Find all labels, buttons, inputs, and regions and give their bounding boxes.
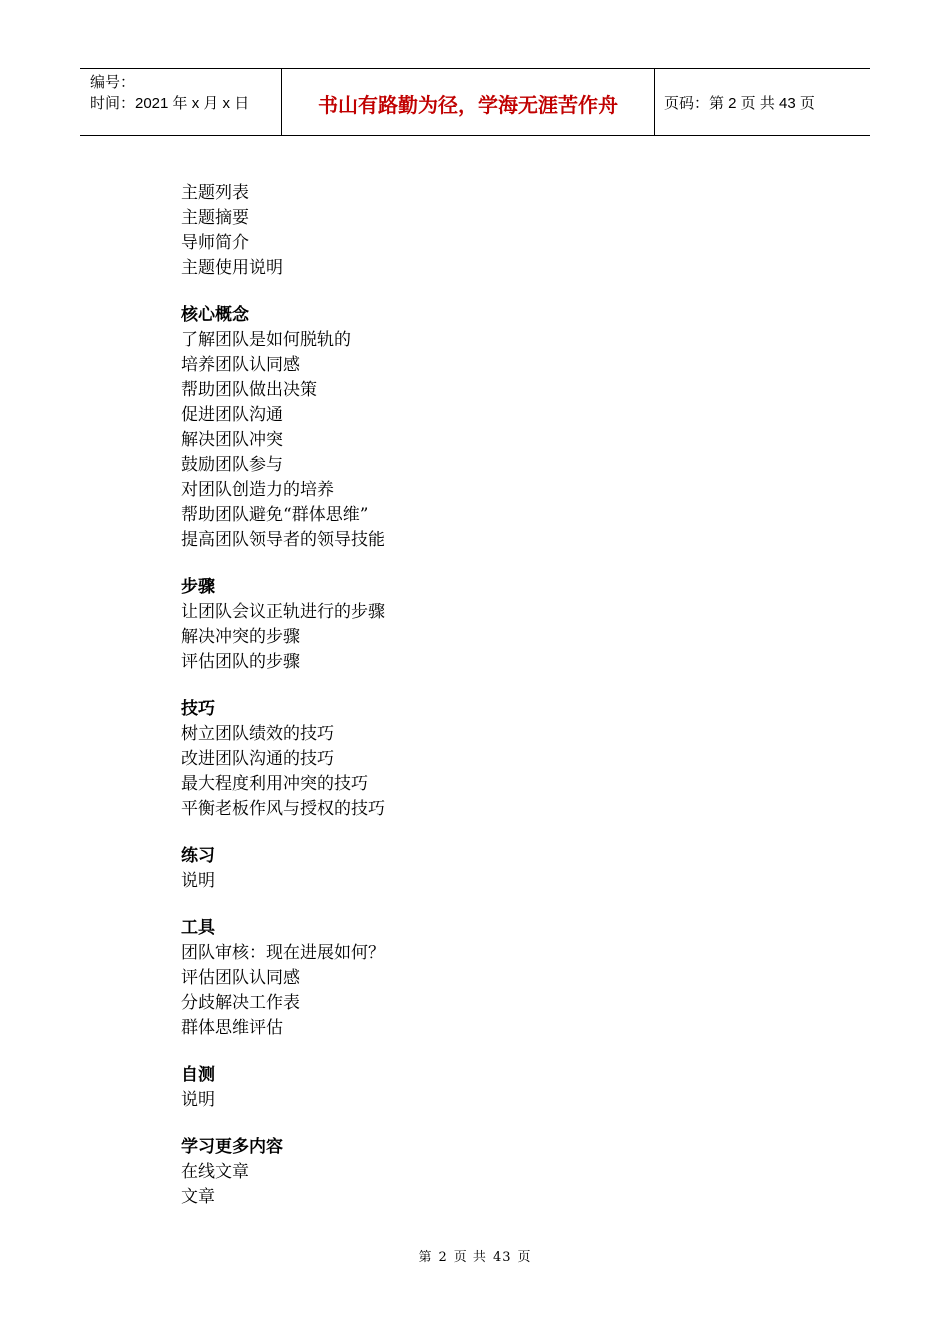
- list-item: 改进团队沟通的技巧: [181, 749, 334, 769]
- footer-page-number: 2: [438, 1250, 448, 1265]
- section-core-concepts: [181, 303, 831, 553]
- list-item: 了解团队是如何脱轨的: [181, 330, 351, 350]
- section-steps: [181, 575, 831, 675]
- list-item: 说明: [181, 871, 215, 891]
- list-item: 提高团队领导者的领导技能: [181, 530, 385, 550]
- time-label: 时间：2021 年 x 月 x 日: [90, 95, 250, 112]
- list-item: 帮助团队做出决策: [181, 380, 317, 400]
- list-item: 评估团队认同感: [181, 968, 300, 988]
- section-heading: 自测: [181, 1065, 215, 1085]
- list-item: 主题摘要: [181, 208, 249, 228]
- list-item: 主题列表: [181, 183, 249, 203]
- header-motto: 书山有路勤为径，学海无涯苦作舟: [282, 69, 655, 135]
- list-item: 解决团队冲突: [181, 430, 283, 450]
- number-label: 编号：: [90, 74, 136, 91]
- list-item: 在线文章: [181, 1162, 249, 1182]
- footer-prefix: 第: [418, 1250, 433, 1265]
- list-item: 群体思维评估: [181, 1018, 283, 1038]
- page-header: [80, 68, 870, 136]
- list-item: 平衡老板作风与授权的技巧: [181, 799, 385, 819]
- section-learn-more: [181, 1135, 831, 1210]
- intro-list: [181, 181, 831, 281]
- header-page-info: 页码：第 2 页 共 43 页: [664, 94, 815, 112]
- section-heading: 练习: [181, 846, 215, 866]
- list-item: 团队审核：现在进展如何？: [181, 943, 385, 963]
- section-heading: 工具: [181, 918, 215, 938]
- page-footer: [0, 1246, 950, 1265]
- footer-mid: 页 共: [453, 1250, 487, 1265]
- list-item: 分歧解决工作表: [181, 993, 300, 1013]
- section-heading: 核心概念: [181, 305, 249, 325]
- footer-total-pages: 43: [492, 1250, 512, 1265]
- section-heading: 技巧: [181, 699, 215, 719]
- section-exercises: [181, 844, 831, 894]
- section-skills: [181, 697, 831, 822]
- footer-suffix: 页: [517, 1250, 532, 1265]
- list-item: 树立团队绩效的技巧: [181, 724, 334, 744]
- section-tools: [181, 916, 831, 1041]
- list-item: 说明: [181, 1090, 215, 1110]
- list-item: 文章: [181, 1187, 215, 1207]
- list-item: 鼓励团队参与: [181, 455, 283, 475]
- document-body: [181, 181, 831, 1232]
- list-item: 最大程度利用冲突的技巧: [181, 774, 368, 794]
- list-item: 解决冲突的步骤: [181, 627, 300, 647]
- list-item: 帮助团队避免“群体思维”: [181, 505, 369, 525]
- section-heading: 学习更多内容: [181, 1137, 283, 1157]
- list-item: 促进团队沟通: [181, 405, 283, 425]
- list-item: 主题使用说明: [181, 258, 283, 278]
- list-item: 对团队创造力的培养: [181, 480, 334, 500]
- header-meta: [80, 69, 282, 135]
- section-heading: 步骤: [181, 577, 215, 597]
- list-item: 培养团队认同感: [181, 355, 300, 375]
- section-self-test: [181, 1063, 831, 1113]
- list-item: 让团队会议正轨进行的步骤: [181, 602, 385, 622]
- list-item: 导师简介: [181, 233, 249, 253]
- list-item: 评估团队的步骤: [181, 652, 300, 672]
